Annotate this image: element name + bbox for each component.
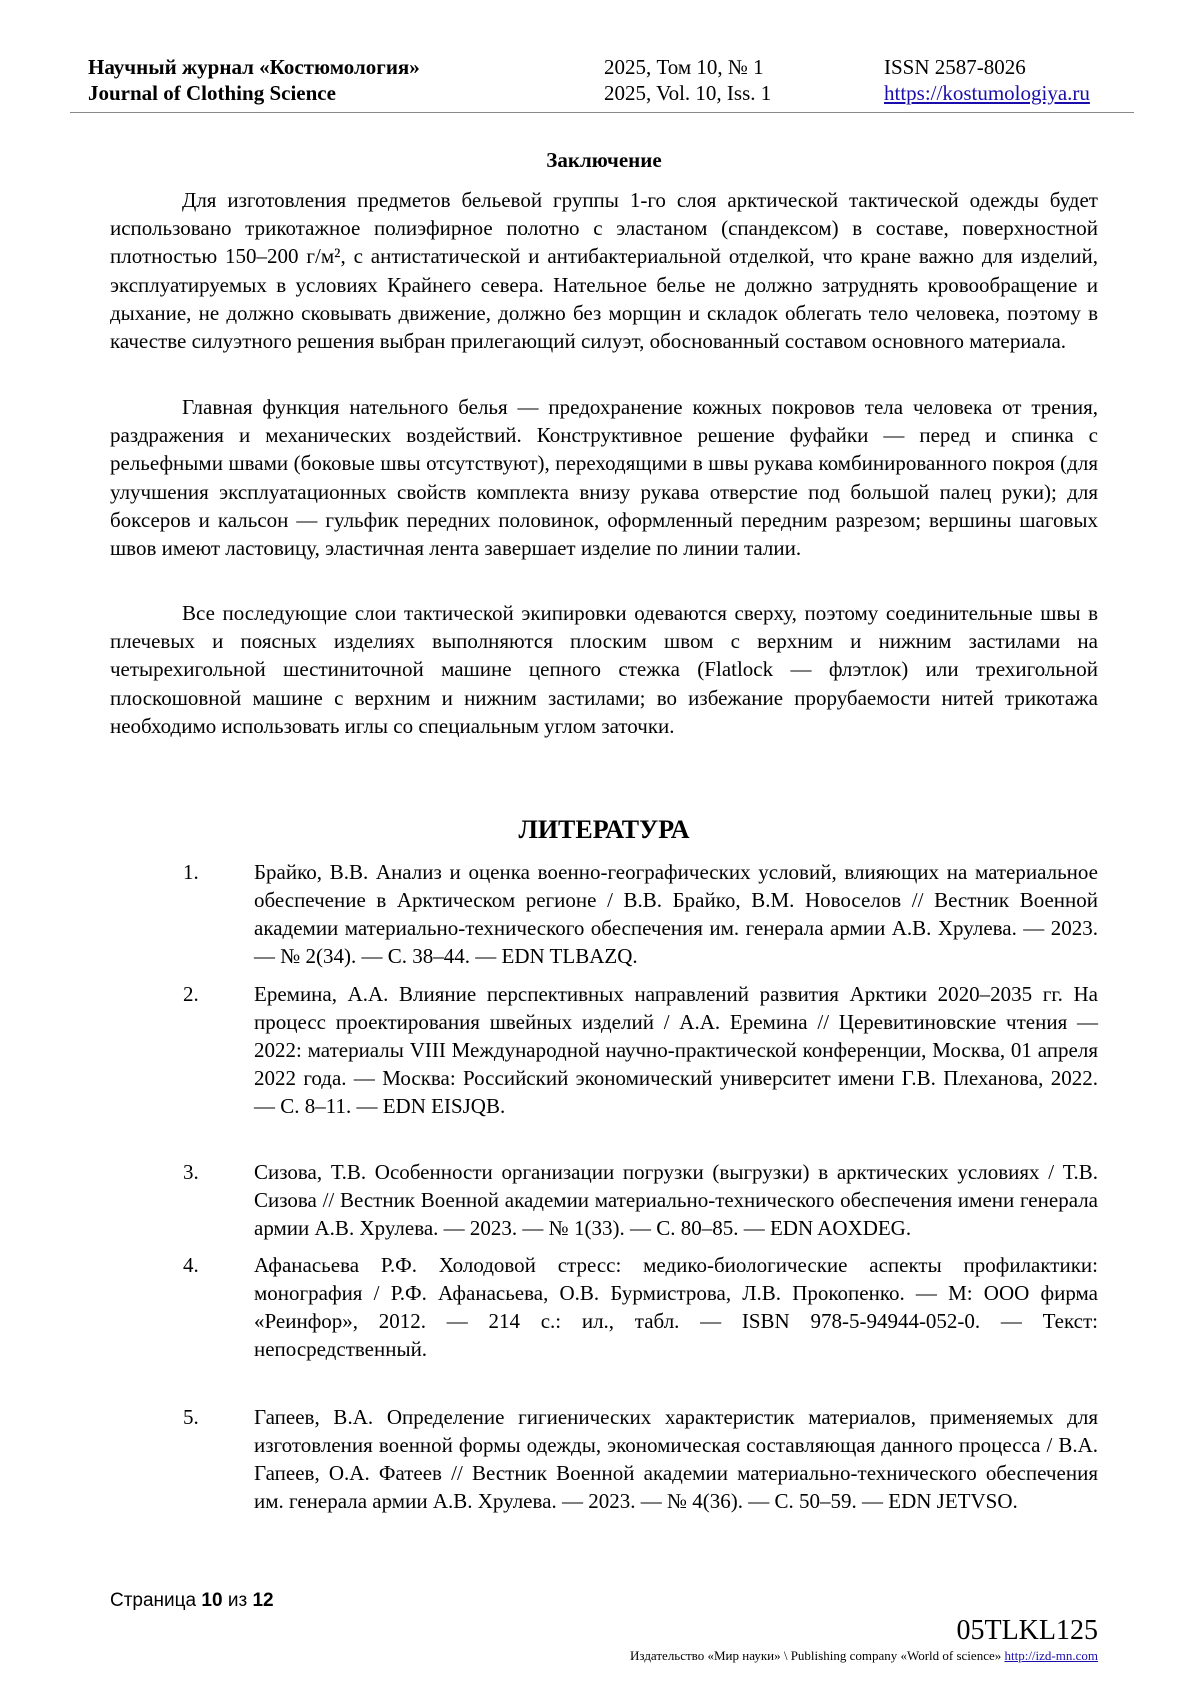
reference-number: 3.: [183, 1160, 199, 1184]
conclusion-paragraph: Для изготовления предметов бельевой группы 1-го слоя арктической тактической одежды будет использовано трикотажное полиэфирное полотно с эластаном (спандексом) в составе, поверхностной плотностью 150–200 г/м², с антистатической и антибактериальной отделкой, что кране важно для изделий, эксплуатируемых в условиях Крайнего севера. Нательное белье не должно затруднять кровообращение и дыхание, не должно сковывать движение, должно без морщин и складок облегать тело человека, поэтому в качестве силуэтного решения выбран прилегающий силуэт, обоснованный составом основного материала.: [110, 188, 1098, 354]
page-current: 10: [201, 1590, 223, 1611]
reference-number: 1.: [183, 860, 199, 884]
issue-block: [604, 54, 771, 106]
journal-title-block: [88, 54, 420, 106]
article-code: 05TLKL125: [956, 1615, 1098, 1646]
reference-text: Брайко, В.В. Анализ и оценка военно-географических условий, влияющих на материальное обеспечение в Арктическом регионе / В.В. Брайко, В.М. Новоселов // Вестник Военной академии материально-технического обеспечения им. генерала армии А.В. Хрулева. — 2023. — № 2(34). — С. 38–44. — EDN TLBAZQ.: [254, 860, 1098, 968]
section-title-references: ЛИТЕРАТУРА: [518, 815, 690, 844]
reference-number: 4.: [183, 1253, 199, 1277]
reference-text: Еремина, А.А. Влияние перспективных направлений развития Арктики 2020–2035 гг. На процесс проектирования швейных изделий / А.А. Еремина // Церевитиновские чтения — 2022: материалы VIII Международной научно-практической конференции, Москва, 01 апреля 2022 года. — Москва: Российский экономический университет имени Г.В. Плеханова, 2022. — С. 8–11. — EDN EISJQB.: [254, 982, 1098, 1118]
reference-item: [183, 1403, 1098, 1515]
conclusion-paragraph: Все последующие слои тактической экипировки одеваются сверху, поэтому соединительные швы в плечевых и поясных изделиях выполняются плоским швом с верхним и нижним застилами на четырехигольной шестиниточной машине цепного стежка (Flatlock — флэтлок) или трехигольной плоскошовной машине с верхним и нижним застилами; во избежание прорубаемости нитей трикотажа необходимо использовать иглы со специальным углом заточки.: [110, 601, 1098, 738]
issue-ru: 2025, Том 10, № 1: [604, 55, 764, 79]
reference-text: Афанасьева Р.Ф. Холодовой стресс: медико-биологические аспекты профилактики: монография / Р.Ф. Афанасьева, О.В. Бурмистрова, Л.В. Прокопенко. — М: ООО фирма «Реинфор», 2012. — 214 с.: ил., табл. — ISBN 978-5-94944-052-0. — Текст: непосредственный.: [254, 1253, 1098, 1361]
issn-block: [884, 54, 1090, 106]
reference-text: Гапеев, В.А. Определение гигиенических характеристик материалов, применяемых для изготовления военной формы одежды, экономическая составляющая данного процесса / В.А. Гапеев, О.А. Фатеев // Вестник Военной академии материально-технического обеспечения им. генерала армии А.В. Хрулева. — 2023. — № 4(36). — С. 50–59. — EDN JETVSO.: [254, 1405, 1098, 1513]
reference-item: [183, 980, 1098, 1120]
publisher-line: [630, 1648, 1098, 1664]
page-sep: из: [227, 1590, 248, 1611]
reference-item: [183, 858, 1098, 970]
header-divider: [70, 112, 1134, 113]
section-title-conclusion: Заключение: [546, 148, 662, 172]
page-prefix: Страница: [110, 1590, 197, 1611]
journal-title-ru: Научный журнал «Костюмология»: [88, 55, 420, 79]
reference-number: 5.: [183, 1405, 199, 1429]
publisher-url-link[interactable]: http://izd-mn.com: [1004, 1648, 1098, 1663]
publisher-name: Издательство «Мир науки» \ Publishing company «World of science»: [630, 1648, 1002, 1663]
reference-text: Сизова, Т.В. Особенности организации погрузки (выгрузки) в арктических условиях / Т.В. Сизова // Вестник Военной академии материально-технического обеспечения имени генерала армии А.В. Хрулева. — 2023. — № 1(33). — С. 80–85. — EDN AOXDEG.: [254, 1160, 1098, 1240]
journal-title-en: Journal of Clothing Science: [88, 81, 336, 105]
page-total: 12: [252, 1590, 274, 1611]
reference-item: [183, 1158, 1098, 1242]
reference-number: 2.: [183, 982, 199, 1006]
issue-en: 2025, Vol. 10, Iss. 1: [604, 81, 772, 105]
issn: ISSN 2587-8026: [884, 55, 1026, 79]
journal-url-link[interactable]: https://kostumologiya.ru: [884, 81, 1090, 105]
reference-item: [183, 1251, 1098, 1363]
page-number: [110, 1590, 274, 1612]
conclusion-paragraph: Главная функция нательного белья — предохранение кожных покровов тела человека от трения, раздражения и механических воздействий. Конструктивное решение фуфайки — перед и спинка с рельефными швами (боковые швы отсутствуют), переходящими в швы рукава комбинированного покроя (для улучшения эксплуатационных свойств комплекта внизу рукава отверстие под большой палец руки); для боксеров и кальсон — гульфик передних половинок, оформленный передним разрезом; вершины шаговых швов имеют ластовицу, эластичная лента завершает изделие по линии талии.: [110, 395, 1098, 561]
